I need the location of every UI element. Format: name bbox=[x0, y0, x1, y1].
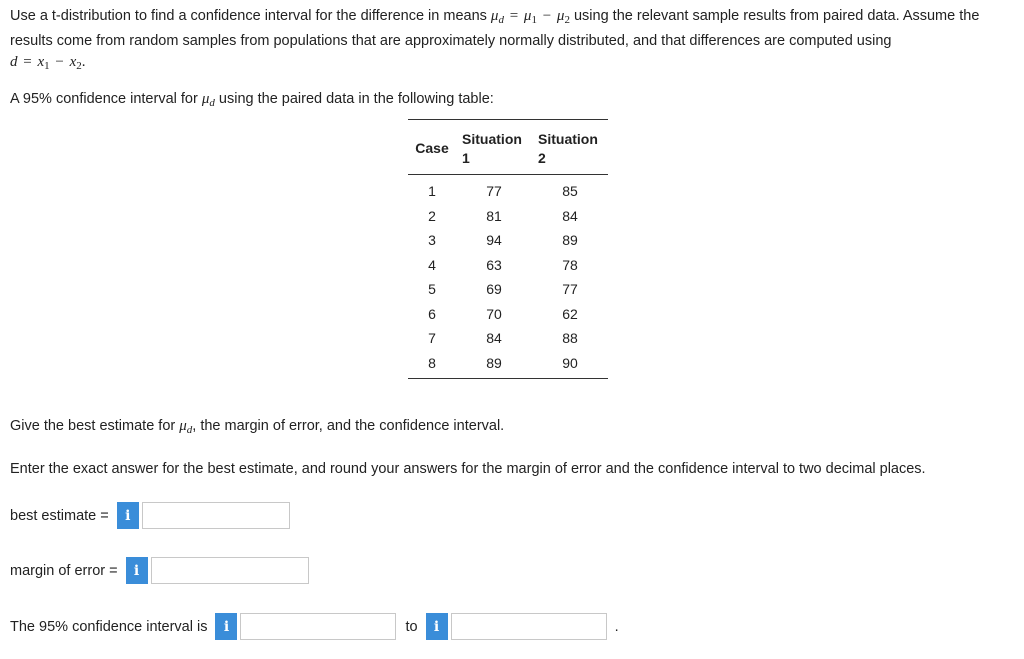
give-instruction: Give the best estimate for $\mu_d$, the margin of error, and the confidence interval. bbox=[10, 418, 505, 436]
cell-situation-2: 78 bbox=[562, 256, 578, 273]
info-icon[interactable]: i bbox=[426, 613, 448, 640]
margin-of-error-input[interactable] bbox=[151, 557, 309, 584]
cell-case: 3 bbox=[428, 232, 436, 249]
cell-situation-1: 89 bbox=[456, 351, 532, 379]
mu-d-expression: $\mu_d = \mu_1 - \mu_2$ bbox=[490, 8, 570, 26]
margin-of-error-row bbox=[10, 557, 309, 584]
table-row bbox=[408, 351, 608, 379]
d-definition: $d = x_1 - x_2$. bbox=[10, 54, 86, 72]
cell-situation-1: 77 bbox=[486, 183, 502, 200]
table-header-row bbox=[408, 120, 608, 175]
table-row bbox=[408, 204, 608, 229]
best-estimate-row bbox=[10, 502, 290, 529]
confidence-interval-label: The 95% confidence interval is bbox=[10, 618, 208, 635]
header-situation-2: Situation 2 bbox=[532, 120, 608, 175]
cell-case: 4 bbox=[428, 256, 436, 273]
cell-situation-1: 70 bbox=[486, 305, 502, 322]
cell-situation-1: 63 bbox=[486, 256, 502, 273]
cell-situation-2: 62 bbox=[562, 305, 578, 322]
problem-intro bbox=[10, 6, 1010, 77]
cell-situation-1: 84 bbox=[486, 330, 502, 347]
margin-of-error-label: margin of error = bbox=[10, 562, 118, 579]
cell-situation-2: 77 bbox=[562, 281, 578, 298]
intro-text-2: using the relevant sample results from paired data. Assume the results come from random samples from populations that are approximately normally distributed, and that differences are computed using bbox=[10, 8, 980, 49]
table-row bbox=[408, 277, 608, 302]
table-row bbox=[408, 175, 608, 204]
ci-upper-input[interactable] bbox=[451, 613, 607, 640]
cell-case: 5 bbox=[428, 281, 436, 298]
ci-lower-input[interactable] bbox=[240, 613, 396, 640]
ci-prompt: A 95% confidence interval for $\mu_d$ using the paired data in the following table: bbox=[10, 91, 494, 109]
rounding-instruction: Enter the exact answer for the best estimate, and round your answers for the margin of error and the confidence interval to two decimal places. bbox=[10, 461, 926, 477]
best-estimate-input[interactable] bbox=[142, 502, 290, 529]
table-row bbox=[408, 253, 608, 278]
cell-case: 7 bbox=[428, 330, 436, 347]
intro-text-1: Use a t-distribution to find a confidence interval for the difference in means bbox=[10, 8, 491, 24]
to-label: to bbox=[405, 618, 418, 635]
cell-situation-2: 89 bbox=[562, 232, 578, 249]
info-icon[interactable]: i bbox=[215, 613, 237, 640]
cell-situation-1: 94 bbox=[486, 232, 502, 249]
paired-data-table bbox=[408, 119, 608, 379]
info-icon[interactable]: i bbox=[117, 502, 139, 529]
cell-case: 6 bbox=[428, 305, 436, 322]
cell-situation-2: 90 bbox=[532, 351, 608, 379]
cell-situation-1: 69 bbox=[486, 281, 502, 298]
cell-case: 2 bbox=[428, 207, 436, 224]
header-situation-1: Situation 1 bbox=[456, 120, 532, 175]
confidence-interval-row bbox=[10, 613, 619, 640]
cell-situation-2: 85 bbox=[562, 183, 578, 200]
cell-case: 8 bbox=[408, 351, 456, 379]
cell-situation-2: 88 bbox=[562, 330, 578, 347]
cell-situation-2: 84 bbox=[562, 207, 578, 224]
info-icon[interactable]: i bbox=[126, 557, 148, 584]
cell-situation-1: 81 bbox=[486, 207, 502, 224]
header-case: Case bbox=[408, 120, 456, 175]
table-row bbox=[408, 228, 608, 253]
end-period: . bbox=[614, 618, 619, 635]
best-estimate-label: best estimate = bbox=[10, 507, 109, 524]
table-row bbox=[408, 326, 608, 351]
cell-case: 1 bbox=[428, 183, 436, 200]
table-row bbox=[408, 302, 608, 327]
